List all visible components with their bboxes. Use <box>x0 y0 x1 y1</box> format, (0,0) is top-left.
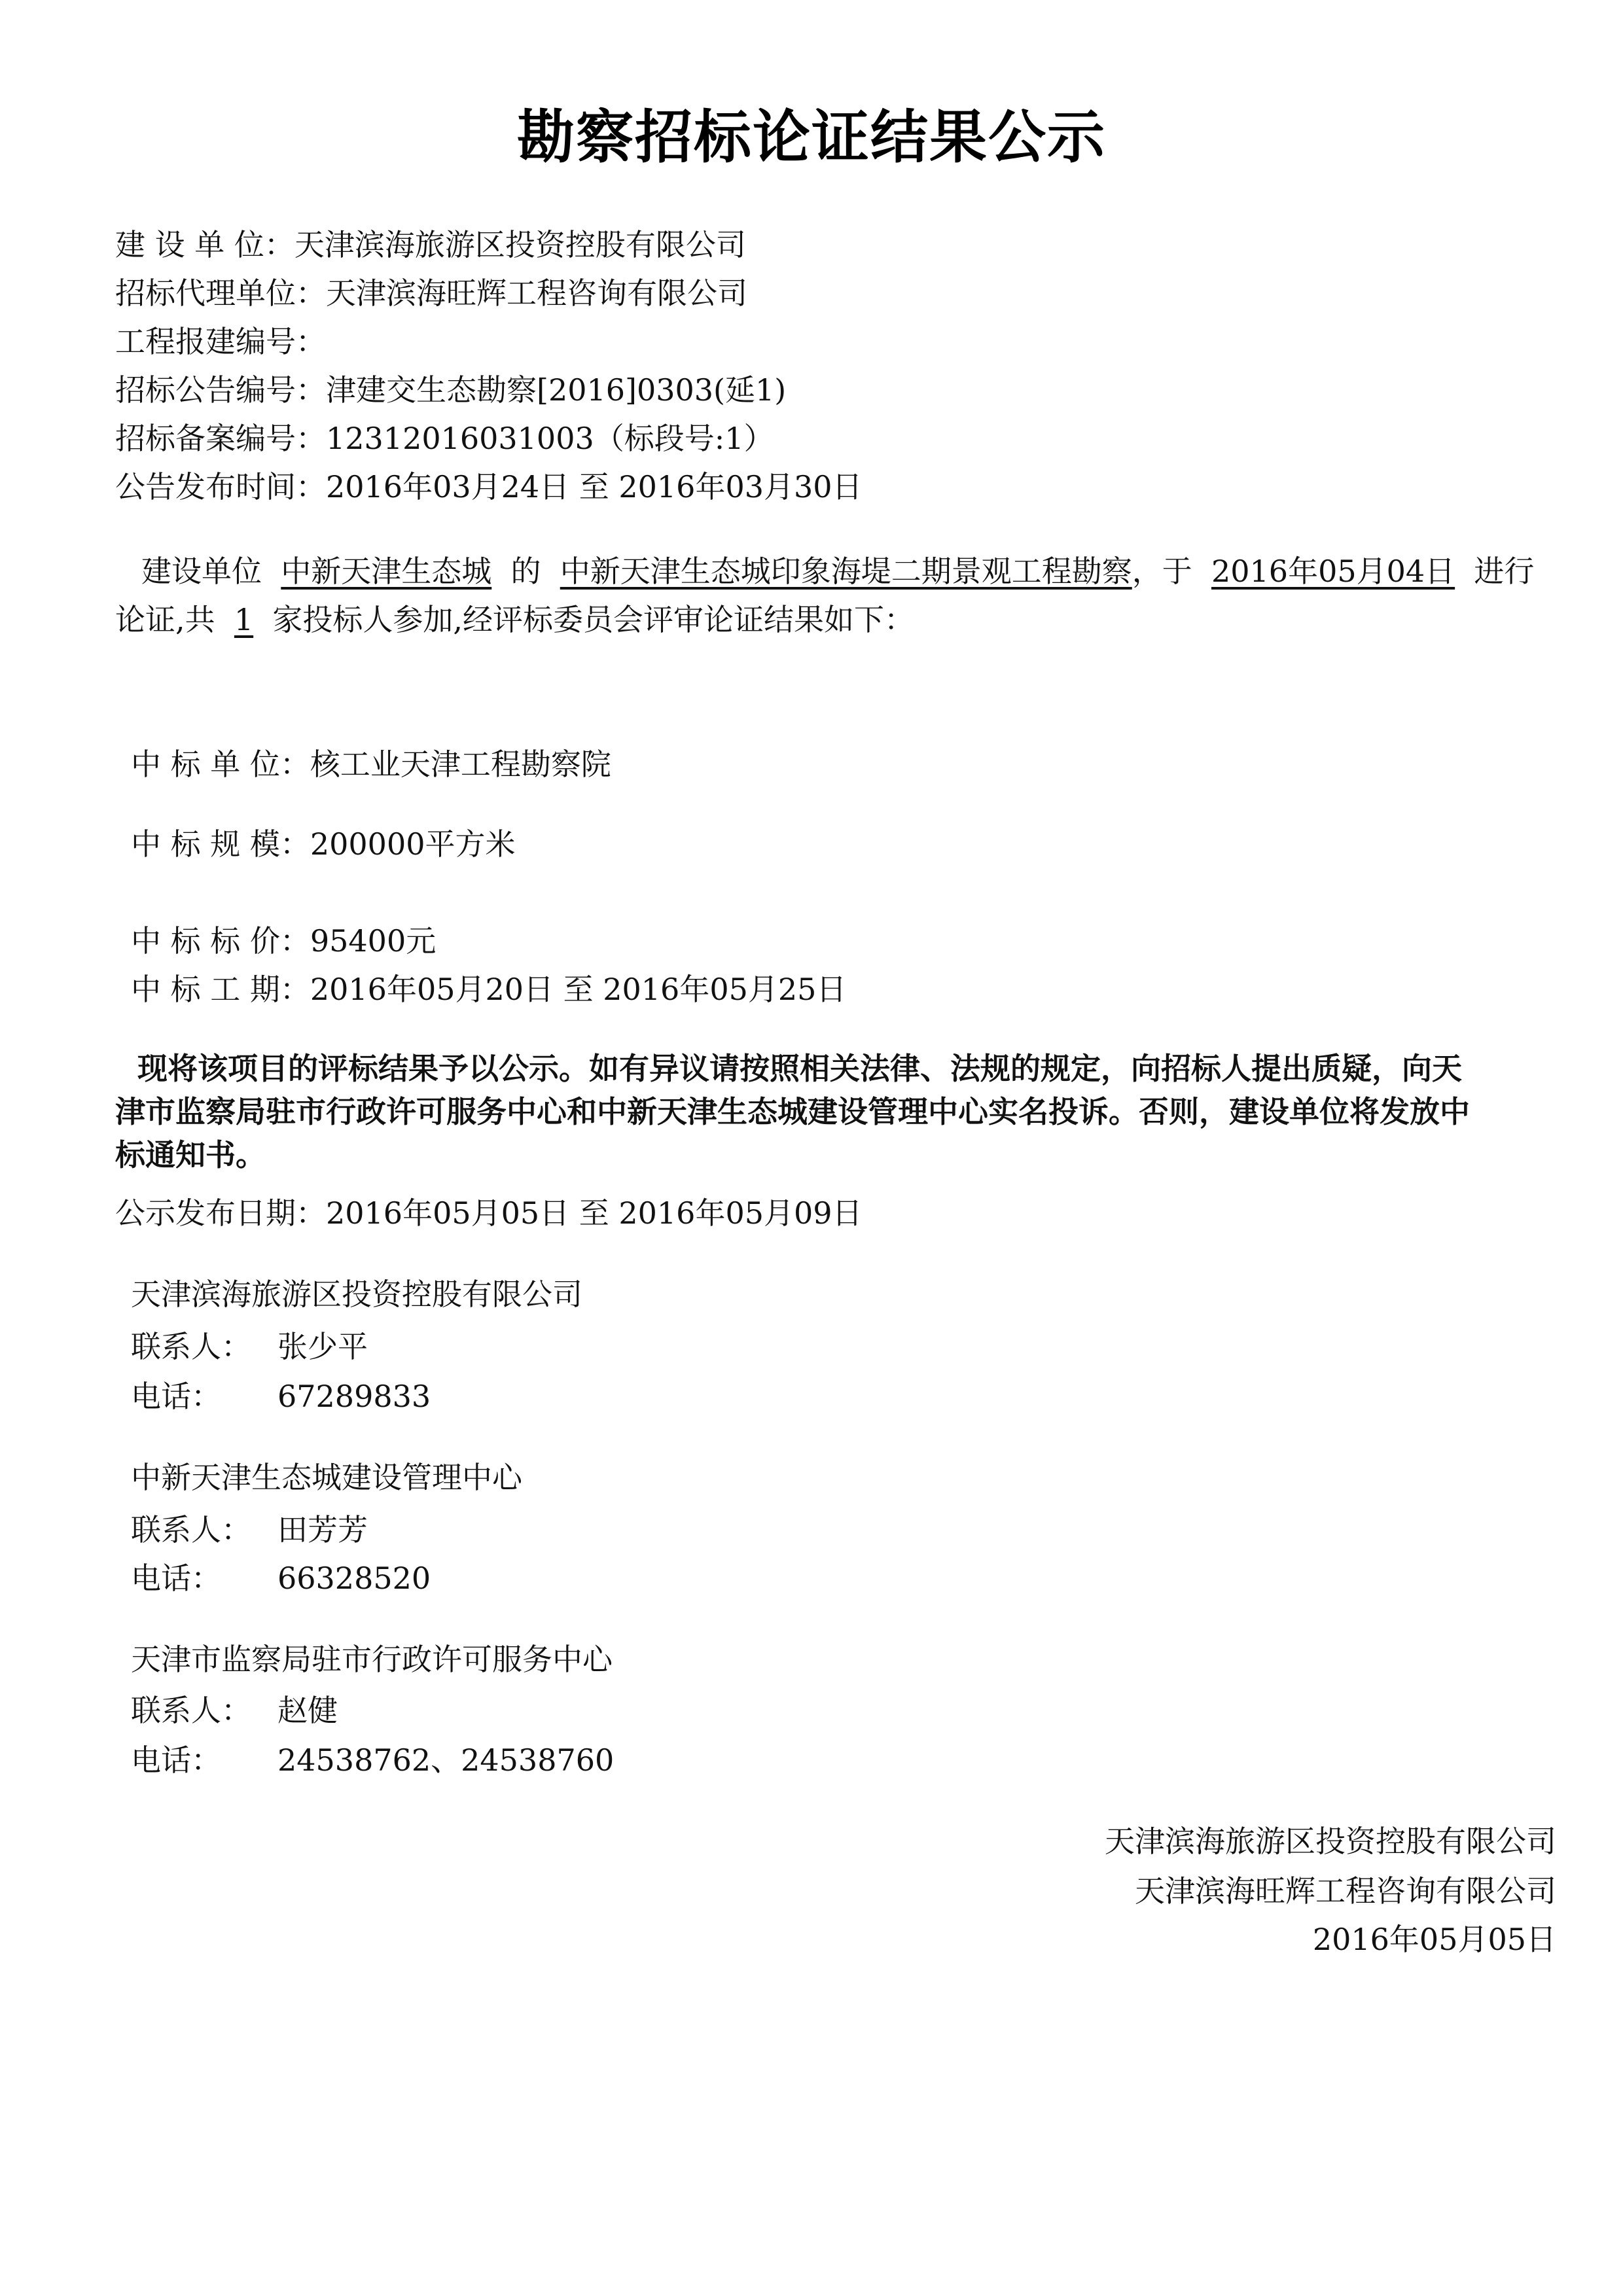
field-label: 招标代理单位： <box>115 275 326 311</box>
contact-person <box>131 1328 368 1365</box>
field-notice-number <box>115 372 786 408</box>
contact-phone-value: 67289833 <box>277 1379 431 1414</box>
field-label: 公告发布时间： <box>115 469 326 504</box>
field-value: 津建交生态勘察[2016]0303(延1) <box>326 372 787 408</box>
field-value: 12312016031003（标段号:1） <box>326 421 774 456</box>
field-label: 中 标 规 模： <box>131 826 310 862</box>
field-record-number <box>115 420 774 457</box>
signature-date: 2016年05月05日 <box>1312 1922 1556 1957</box>
result-winner <box>131 746 611 783</box>
result-period <box>131 971 846 1008</box>
contact-phone-value: 66328520 <box>277 1561 431 1596</box>
contact-person-label: 联系人： <box>131 1329 251 1364</box>
field-construction-unit <box>115 226 746 263</box>
notice-paragraph: 现将该项目的评标结果予以公示。如有异议请按照相关法律、法规的规定，向招标人提出质疑，向天津市监察局驻市行政许可服务中心和中新天津生态城建设管理中心实名投诉。否则，建设单位将发放中标通知书。 <box>115 1051 1470 1173</box>
contact-person <box>131 1692 338 1729</box>
field-label: 工程报建编号： <box>115 324 326 359</box>
contact-org: 中新天津生态城建设管理中心 <box>131 1460 522 1495</box>
intro-project: 中新天津生态城印象海堤二期景观工程勘察 <box>560 554 1132 589</box>
contact-phone-value: 24538762、24538760 <box>277 1742 615 1778</box>
contact-person-label: 联系人： <box>131 1693 251 1728</box>
intro-text: ，于 <box>1132 554 1192 589</box>
field-value: 2016年05月05日 至 2016年05月09日 <box>326 1195 863 1231</box>
field-agency <box>115 275 747 311</box>
contact-person-value: 田芳芳 <box>277 1512 368 1547</box>
field-project-number <box>115 323 326 360</box>
intro-paragraph <box>115 547 1563 644</box>
field-value: 天津滨海旅游区投资控股有限公司 <box>294 227 746 262</box>
contact-org: 天津市监察局驻市行政许可服务中心 <box>131 1642 613 1677</box>
intro-text: 的 <box>510 554 541 589</box>
contact-phone-label: 电话： <box>131 1742 221 1778</box>
field-notice-period <box>115 468 863 505</box>
contact-person <box>131 1511 368 1548</box>
contact-phone <box>131 1742 614 1778</box>
intro-text: 进行论证,共 <box>115 554 1535 637</box>
intro-count: 1 <box>234 602 254 637</box>
intro-text: 家投标人参加,经评标委员会评审论证结果如下： <box>272 602 915 637</box>
page-title: 勘察招标论证结果公示 <box>516 103 1106 171</box>
intro-date: 2016年05月04日 <box>1211 554 1455 589</box>
contact-person-label: 联系人： <box>131 1512 251 1547</box>
intro-text: 建设单位 <box>141 554 262 589</box>
contact-phone <box>131 1560 431 1597</box>
signature-org: 天津滨海旅游区投资控股有限公司 <box>1105 1824 1556 1859</box>
result-price <box>131 923 436 959</box>
contact-phone-label: 电话： <box>131 1561 221 1596</box>
publish-period <box>115 1195 863 1231</box>
field-value: 2016年05月20日 至 2016年05月25日 <box>310 972 847 1007</box>
signature-org: 天津滨海旺辉工程咨询有限公司 <box>1135 1873 1556 1909</box>
field-label: 招标备案编号： <box>115 421 326 456</box>
contact-phone <box>131 1378 431 1415</box>
contact-person-value: 赵健 <box>277 1693 338 1728</box>
contact-phone-label: 电话： <box>131 1379 221 1414</box>
field-value: 200000平方米 <box>310 826 516 862</box>
field-value: 95400元 <box>310 923 437 959</box>
contact-org: 天津滨海旅游区投资控股有限公司 <box>131 1277 582 1312</box>
field-value: 核工业天津工程勘察院 <box>310 747 611 782</box>
field-label: 中 标 标 价： <box>131 923 310 959</box>
contact-person-value: 张少平 <box>277 1329 368 1364</box>
field-label: 中 标 工 期： <box>131 972 310 1007</box>
field-label: 中 标 单 位： <box>131 747 310 782</box>
intro-unit: 中新天津生态城 <box>281 554 492 589</box>
field-label: 招标公告编号： <box>115 372 326 408</box>
result-scale <box>131 826 515 862</box>
field-label: 公示发布日期： <box>115 1195 326 1231</box>
field-value: 天津滨海旺辉工程咨询有限公司 <box>326 275 747 311</box>
field-label: 建 设 单 位： <box>115 227 294 262</box>
field-value: 2016年03月24日 至 2016年03月30日 <box>326 469 863 504</box>
